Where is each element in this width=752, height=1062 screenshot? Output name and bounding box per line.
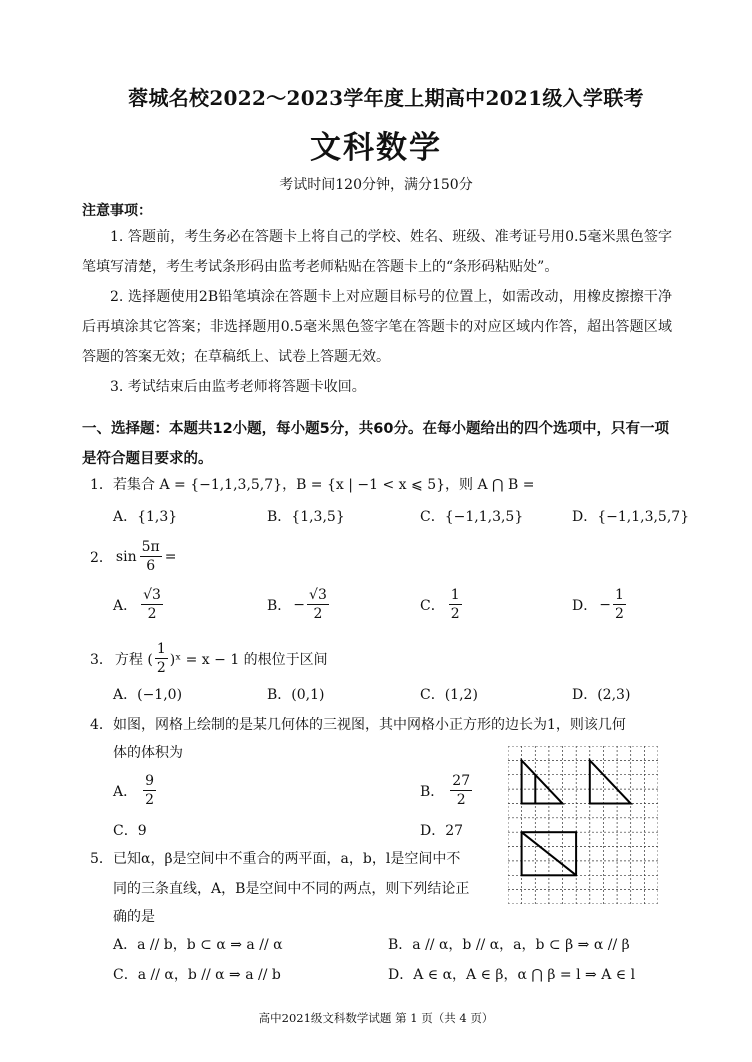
q3-stem bbox=[90, 640, 328, 677]
q3-option-b: B．(0,1) bbox=[267, 687, 325, 703]
q2-option-d-label: D． bbox=[572, 597, 598, 614]
q4-option-a-label: A． bbox=[113, 783, 138, 800]
q5-option-b: B．a // α，b // α，a，b ⊂ β ⇒ α // β bbox=[388, 937, 630, 953]
q1-option-a: A．{1,3} bbox=[113, 509, 178, 525]
q1-stem: 若集合 A = {−1,1,3,5,7}，B = {x | −1 < x ⩽ 5}，则 A ⋂ B = bbox=[113, 477, 535, 493]
q3-prefix: 方程 ( bbox=[114, 651, 153, 668]
q3-frac-num: 1 bbox=[156, 641, 166, 657]
exam-info: 考试时间120分钟，满分150分 bbox=[279, 177, 473, 193]
q4-option-a-den: 2 bbox=[145, 792, 155, 808]
notice-item-2: 2. 选择题使用2B铅笔填涂在答题卡上对应题目标号的位置上，如需改动，用橡皮擦擦干净后再填涂其它答案；非选择题用0.5毫米黑色签字笔在答题卡的对应区域内作答，超出答题区域答题的答案无效；在草稿纸上、试卷上答题无效。 bbox=[82, 289, 672, 365]
q2-option-d-num: 1 bbox=[614, 587, 624, 603]
q1-option-d: D．{−1,1,3,5,7} bbox=[572, 509, 690, 525]
q5-number: 5． bbox=[90, 851, 113, 867]
q5-option-c: C．a // α，b // α ⇒ a // b bbox=[113, 967, 281, 983]
q2-option-b-den: 2 bbox=[313, 606, 323, 622]
section1-heading: 一、选择题：本题共12小题，每小题5分，共60分。在每小题给出的四个选项中，只有一项是符合题目要求的。 bbox=[82, 421, 669, 467]
q4-option-d: D．27 bbox=[420, 823, 464, 839]
q4-option-b bbox=[420, 772, 472, 809]
q4-option-a-num: 9 bbox=[145, 773, 155, 789]
q4-option-c: C．9 bbox=[113, 823, 147, 839]
q2-option-b-fraction bbox=[307, 586, 329, 623]
subject-title: 文科数学 bbox=[310, 130, 442, 166]
front-view-triangle bbox=[522, 760, 563, 803]
side-view-triangle bbox=[590, 760, 631, 803]
q3-fraction bbox=[155, 640, 168, 677]
q2-option-d-fraction bbox=[613, 586, 626, 623]
q2-option-c bbox=[420, 586, 462, 623]
q4-number: 4． bbox=[90, 717, 113, 733]
q2-option-d-sign: − bbox=[599, 596, 611, 613]
q5-line3: 确的是 bbox=[113, 909, 155, 925]
exam-title: 蓉城名校2022～2023学年度上期高中2021级入学联考 bbox=[128, 86, 644, 110]
q4-option-a-fraction bbox=[143, 772, 156, 809]
q4-option-b-num: 27 bbox=[452, 773, 471, 789]
q2-option-b-sign: − bbox=[293, 596, 306, 613]
q4-line2: 体的体积为 bbox=[113, 745, 183, 761]
q2-option-b-label: B． bbox=[267, 597, 292, 614]
three-view-figure bbox=[508, 746, 658, 908]
q4-option-a bbox=[113, 772, 156, 809]
q1-option-b: B．{1,3,5} bbox=[267, 509, 345, 525]
q5-option-d: D．A ∈ α，A ∈ β，α ⋂ β = l ⇒ A ∈ l bbox=[388, 967, 636, 983]
q2-suffix: = bbox=[164, 548, 177, 565]
q2-option-b bbox=[267, 586, 329, 623]
q2-option-c-num: 1 bbox=[450, 587, 460, 603]
q4-option-b-fraction bbox=[450, 772, 472, 809]
notice-item-1: 1. 答题前，考生务必在答题卡上将自己的学校、姓名、班级、准考证号用0.5毫米黑色签字笔填写清楚，考生考试条形码由监考老师粘贴在答题卡上的“条形码粘贴处”。 bbox=[82, 229, 672, 275]
q3-suffix: )ˣ = x − 1 的根位于区间 bbox=[169, 651, 328, 668]
notice-heading: 注意事项： bbox=[82, 203, 152, 219]
q2-stem bbox=[90, 538, 176, 575]
three-view-grid bbox=[508, 746, 658, 904]
q5-line2: 同的三条直线，A，B是空间中不同的两点，则下列结论正 bbox=[113, 881, 470, 897]
notice-item-3: 3. 考试结束后由监考老师将答题卡收回。 bbox=[110, 379, 366, 395]
q2-option-b-num: √3 bbox=[309, 587, 327, 603]
q3-frac-den: 2 bbox=[156, 660, 166, 676]
q5-line1: 已知α，β是空间中不重合的两平面，a，b，l是空间中不 bbox=[113, 851, 461, 867]
q3-option-a: A．(−1,0) bbox=[113, 687, 183, 703]
page-footer: 高中2021级文科数学试题 第 1 页（共 4 页） bbox=[258, 1011, 494, 1025]
q5-option-a: A．a // b，b ⊂ α ⇒ a // α bbox=[113, 937, 283, 953]
q2-option-d-den: 2 bbox=[614, 606, 624, 622]
q2-option-a-den: 2 bbox=[147, 606, 157, 622]
q2-number: 2． bbox=[90, 549, 113, 566]
q2-option-c-label: C． bbox=[420, 597, 445, 614]
q2-option-a-label: A． bbox=[113, 597, 138, 614]
q2-option-a bbox=[113, 586, 163, 623]
q4-option-b-den: 2 bbox=[456, 792, 466, 808]
q4-option-b-label: B． bbox=[420, 783, 445, 800]
q3-number: 3． bbox=[90, 651, 113, 668]
q2-frac-den: 6 bbox=[146, 558, 156, 574]
q2-option-a-fraction bbox=[141, 586, 163, 623]
q2-option-a-num: √3 bbox=[143, 587, 161, 603]
q1-number: 1． bbox=[90, 477, 113, 493]
q2-option-d bbox=[572, 586, 626, 623]
q2-prefix: sin bbox=[115, 548, 137, 565]
q2-option-c-fraction bbox=[449, 586, 462, 623]
q2-fraction bbox=[140, 538, 162, 575]
q3-option-d: D．(2,3) bbox=[572, 687, 631, 703]
q2-frac-num: 5π bbox=[141, 539, 160, 555]
q3-option-c: C．(1,2) bbox=[420, 687, 478, 703]
q2-option-c-den: 2 bbox=[450, 606, 460, 622]
q1-option-c: C．{−1,1,3,5} bbox=[420, 509, 524, 525]
q4-line1: 如图，网格上绘制的是某几何体的三视图，其中网格小正方形的边长为1，则该几何 bbox=[113, 717, 626, 733]
